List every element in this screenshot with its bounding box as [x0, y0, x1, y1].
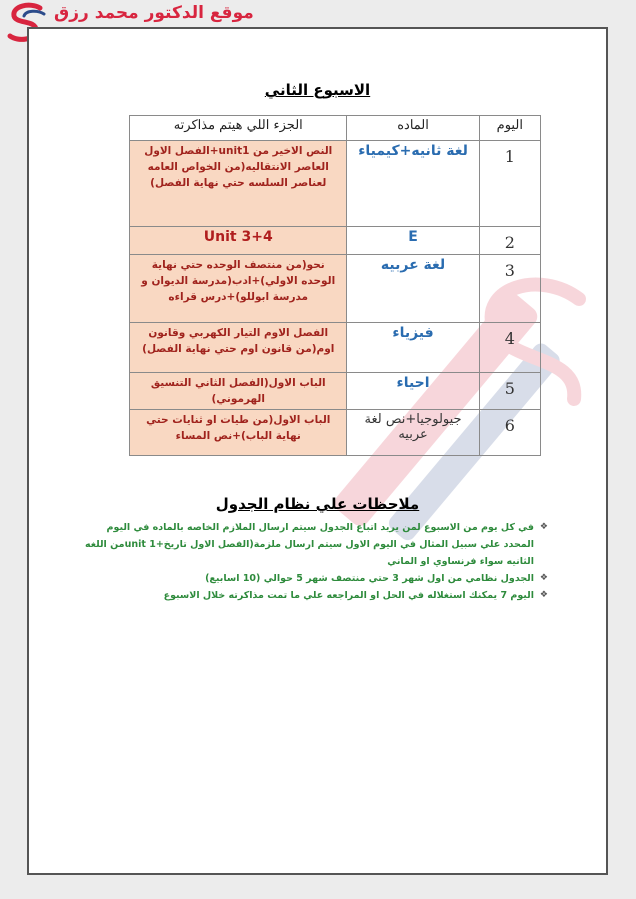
notes-title: ملاحظات علي نظام الجدول	[215, 495, 420, 513]
subject-cell: احياء	[347, 373, 479, 410]
bullet-icon: ❖	[539, 590, 548, 600]
note-text: اليوم 7 يمكنك استغلاله في الحل او المراجعه علي ما تمت مذاكرته خلال الاسبوع	[163, 590, 534, 601]
subject-cell: E	[347, 227, 479, 255]
subject-cell: جيولوجيا+نص لغة عربيه	[347, 410, 479, 456]
list-item	[78, 570, 548, 587]
header-part: الجزء اللي هيتم مذاكرته	[130, 116, 347, 141]
schedule-table	[129, 115, 541, 456]
subject-cell: لغة عربيه	[347, 255, 479, 323]
day-cell: 1	[479, 141, 540, 227]
table-row	[130, 255, 541, 323]
day-cell: 5	[479, 373, 540, 410]
note-text: الجدول نظامي من اول شهر 3 حتي منتصف شهر 5 حوالي (10 اسابيع)	[205, 573, 534, 584]
header-day: اليوم	[479, 116, 540, 141]
logo-title: موقع الدكتور محمد رزق	[54, 3, 254, 23]
subject-cell: فيزياء	[347, 323, 479, 373]
subject-cell: لغة ثانيه+كيمياء	[347, 141, 479, 227]
list-item	[78, 519, 548, 570]
table-row	[130, 323, 541, 373]
part-cell: النص الاخير من unit1+الفصل الاول العاصر الانتقاليه(من الخواص العامه لعناصر السلسه حتي نهاية الفصل)	[130, 141, 347, 227]
header-subject: الماده	[347, 116, 479, 141]
bullet-icon: ❖	[539, 522, 548, 532]
part-cell: الفصل الاوم التيار الكهربي وقانون اوم(من قانون اوم حتي نهاية الفصل)	[130, 323, 347, 373]
day-cell: 4	[479, 323, 540, 373]
bullet-icon: ❖	[539, 573, 548, 583]
table-row	[130, 141, 541, 227]
part-cell: الباب الاول(من طيات او ثنايات حتي نهاية الباب)+نص المساء	[130, 410, 347, 456]
day-cell: 6	[479, 410, 540, 456]
list-item	[78, 587, 548, 604]
notes-list	[78, 519, 548, 604]
day-cell: 2	[479, 227, 540, 255]
table-header-row	[130, 116, 541, 141]
part-cell: نحو(من منتصف الوحده حتي نهاية الوحده الاولي)+ادب(مدرسة الديوان و مدرسة ابوللو)+درس قراءه	[130, 255, 347, 323]
table-row	[130, 373, 541, 410]
document-page	[27, 27, 608, 875]
table-row	[130, 410, 541, 456]
note-text: في كل يوم من الاسبوع لمن يريد اتباع الجدول سيتم ارسال الملازم الخاصه بالماده في اليوم المحدد علي سبيل المثال في اليوم الاول سيتم ارسال ملزمة(الفصل الاول تاريخ+unit 1من اللغه الثانيه سواء فرنساوي او الماني	[84, 522, 534, 567]
day-cell: 3	[479, 255, 540, 323]
table-row	[130, 227, 541, 255]
week-title: الاسبوع الثاني	[264, 81, 371, 99]
part-cell: Unit 3+4	[130, 227, 347, 255]
part-cell: الباب الاول(الفصل الثاني التنسيق الهرموني)	[130, 373, 347, 410]
